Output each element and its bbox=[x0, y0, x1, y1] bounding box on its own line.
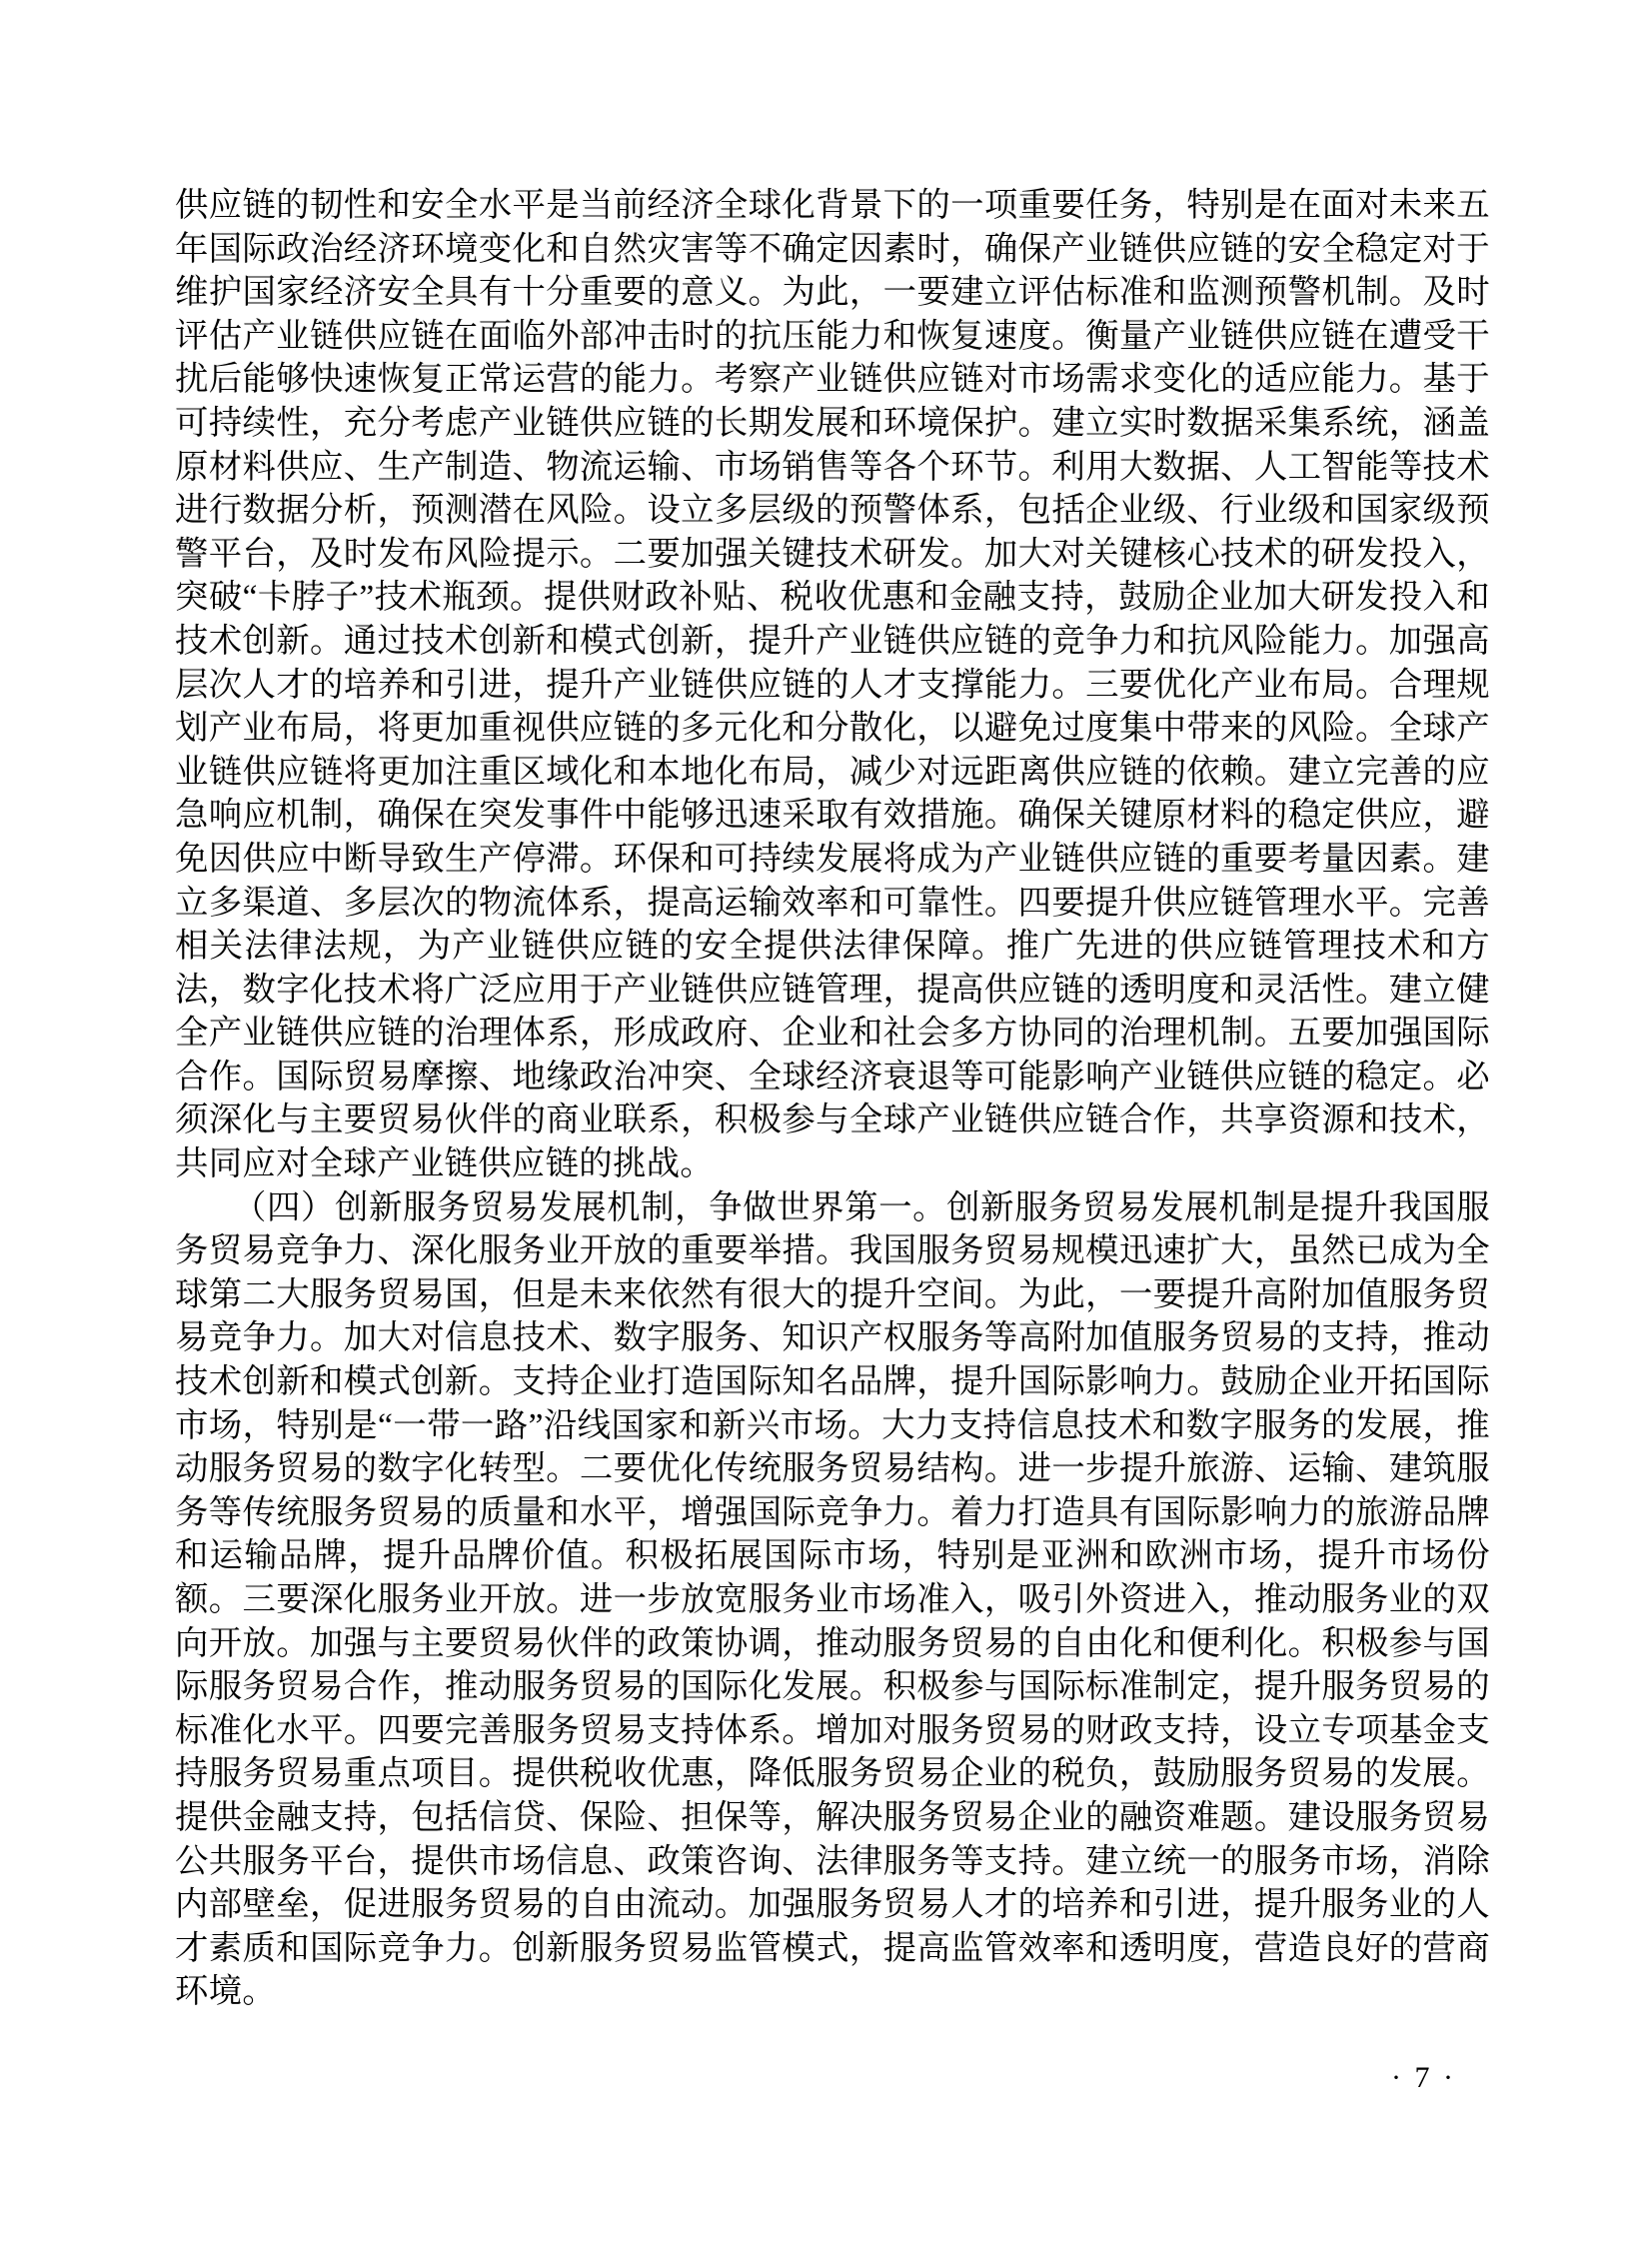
paragraph-supply-chain-security: 供应链的韧性和安全水平是当前经济全球化背景下的一项重要任务，特别是在面对未来五年国际政治经济环境变化和自然灾害等不确定因素时，确保产业链供应链的安全稳定对于维护国家经济安全具有十分重要的意义。为此，一要建立评估标准和监测预警机制。及时评估产业链供应链在面临外部冲击时的抗压能力和恢复速度。衡量产业链供应链在遭受干扰后能够快速恢复正常运营的能力。考察产业链供应链对市场需求变化的适应能力。基于可持续性，充分考虑产业链供应链的长期发展和环境保护。建立实时数据采集系统，涵盖原材料供应、生产制造、物流运输、市场销售等各个环节。利用大数据、人工智能等技术进行数据分析，预测潜在风险。设立多层级的预警体系，包括企业级、行业级和国家级预警平台，及时发布风险提示。二要加强关键技术研发。加大对关键核心技术的研发投入，突破“卡脖子”技术瓶颈。提供财政补贴、税收优惠和金融支持，鼓励企业加大研发投入和技术创新。通过技术创新和模式创新，提升产业链供应链的竞争力和抗风险能力。加强高层次人才的培养和引进，提升产业链供应链的人才支撑能力。三要优化产业布局。合理规划产业布局，将更加重视供应链的多元化和分散化，以避免过度集中带来的风险。全球产业链供应链将更加注重区域化和本地化布局，减少对远距离供应链的依赖。建立完善的应急响应机制，确保在突发事件中能够迅速采取有效措施。确保关键原材料的稳定供应，避免因供应中断导致生产停滞。环保和可持续发展将成为产业链供应链的重要考量因素。建立多渠道、多层次的物流体系，提高运输效率和可靠性。四要提升供应链管理水平。完善相关法律法规，为产业链供应链的安全提供法律保障。推广先进的供应链管理技术和方法，数字化技术将广泛应用于产业链供应链管理，提高供应链的透明度和灵活性。建立健全产业链供应链的治理体系，形成政府、企业和社会多方协同的治理机制。五要加强国际合作。国际贸易摩擦、地缘政治冲突、全球经济衰退等可能影响产业链供应链的稳定。必须深化与主要贸易伙伴的商业联系，积极参与全球产业链供应链合作，共享资源和技术，共同应对全球产业链供应链的挑战。 bbox=[175, 187, 1490, 1183]
paragraph-service-trade-mechanism: （四）创新服务贸易发展机制，争做世界第一。创新服务贸易发展机制是提升我国服务贸易竞争力、深化服务业开放的重要举措。我国服务贸易规模迅速扩大，虽然已成为全球第二大服务贸易国，但是未来依然有很大的提升空间。为此，一要提升高附加值服务贸易竞争力。加大对信息技术、数字服务、知识产权服务等高附加值服务贸易的支持，推动技术创新和模式创新。支持企业打造国际知名品牌，提升国际影响力。鼓励企业开拓国际市场，特别是“一带一路”沿线国家和新兴市场。大力支持信息技术和数字服务的发展，推动服务贸易的数字化转型。二要优化传统服务贸易结构。进一步提升旅游、运输、建筑服务等传统服务贸易的质量和水平，增强国际竞争力。着力打造具有国际影响力的旅游品牌和运输品牌，提升品牌价值。积极拓展国际市场，特别是亚洲和欧洲市场，提升市场份额。三要深化服务业开放。进一步放宽服务业市场准入，吸引外资进入，推动服务业的双向开放。加强与主要贸易伙伴的政策协调，推动服务贸易的自由化和便利化。积极参与国际服务贸易合作，推动服务贸易的国际化发展。积极参与国际标准制定，提升服务贸易的标准化水平。四要完善服务贸易支持体系。增加对服务贸易的财政支持，设立专项基金支持服务贸易重点项目。提供税收优惠，降低服务贸易企业的税负，鼓励服务贸易的发展。提供金融支持，包括信贷、保险、担保等，解决服务贸易企业的融资难题。建设服务贸易公共服务平台，提供市场信息、政策咨询、法律服务等支持。建立统一的服务市场，消除内部壁垒，促进服务贸易的自由流动。加强服务贸易人才的培养和引进，提升服务业的人才素质和国际竞争力。创新服务贸易监管模式，提高监管效率和透明度，营造良好的营商环境。 bbox=[175, 1188, 1490, 2011]
page-body-text bbox=[175, 184, 1490, 2014]
page-number: · 7 · bbox=[1391, 2061, 1456, 2094]
